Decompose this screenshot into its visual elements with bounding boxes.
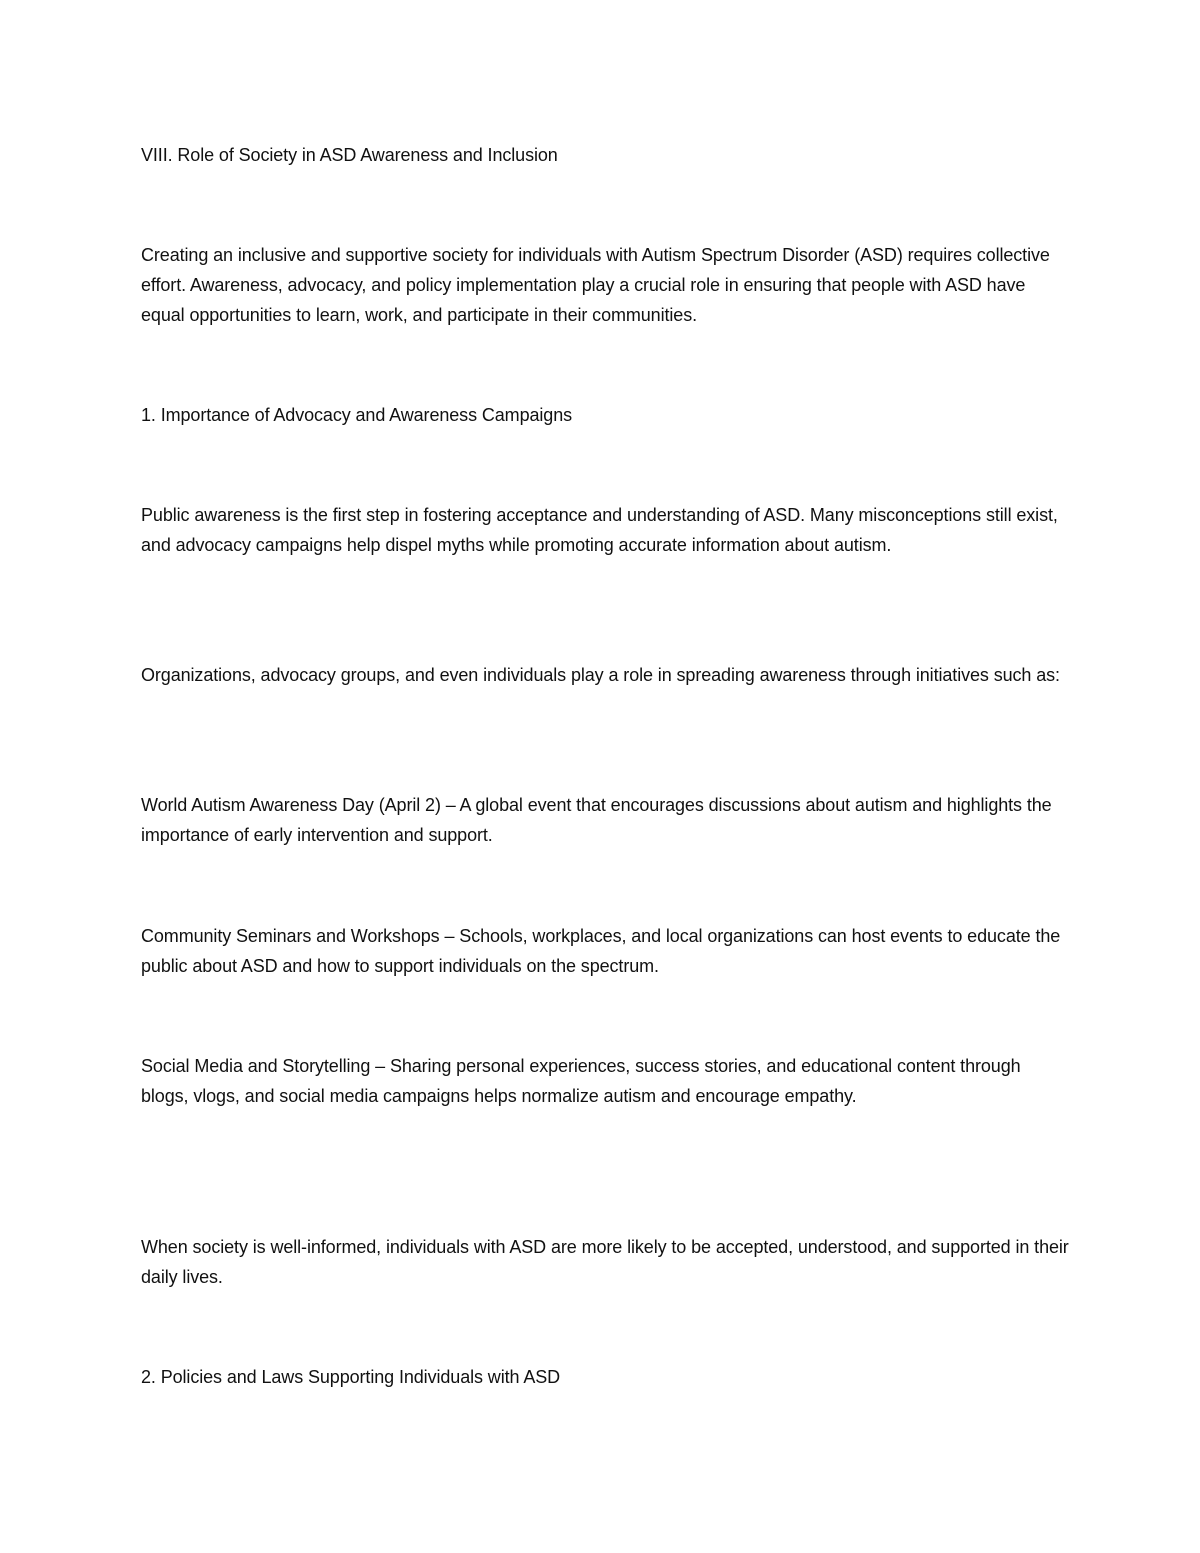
world-autism-day-item: World Autism Awareness Day (April 2) – A global event that encourages discussions about autism and highlights the importance of early intervention and support. bbox=[141, 795, 1052, 845]
intro-paragraph: Creating an inclusive and supportive society for individuals with Autism Spectrum Disorder (ASD) requires collective effort. Awareness, advocacy, and policy implementation play a crucial role in ensuring that people with ASD have equal opportunities to learn, work, and participate in their communities. bbox=[141, 245, 1050, 325]
subsection-1-title: 1. Importance of Advocacy and Awareness Campaigns bbox=[141, 405, 573, 425]
organizations-paragraph: Organizations, advocacy groups, and even individuals play a role in spreading awareness through initiatives such as: bbox=[141, 665, 1060, 685]
subsection-2-title: 2. Policies and Laws Supporting Individuals with ASD bbox=[141, 1367, 561, 1387]
community-seminars-item: Community Seminars and Workshops – Schools, workplaces, and local organizations can host events to educate the public about ASD and how to support individuals on the spectrum. bbox=[141, 926, 1061, 976]
social-media-item: Social Media and Storytelling – Sharing personal experiences, success stories, and educational content through blogs, vlogs, and social media campaigns helps normalize autism and encourage empathy. bbox=[141, 1056, 1021, 1106]
well-informed-paragraph: When society is well-informed, individuals with ASD are more likely to be accepted, understood, and supported in their daily lives. bbox=[141, 1237, 1069, 1287]
public-awareness-paragraph: Public awareness is the first step in fostering acceptance and understanding of ASD. Many misconceptions still exist, and advocacy campaigns help dispel myths while promoting accurate information about autism. bbox=[141, 505, 1058, 555]
section-title: VIII. Role of Society in ASD Awareness and Inclusion bbox=[141, 145, 558, 165]
